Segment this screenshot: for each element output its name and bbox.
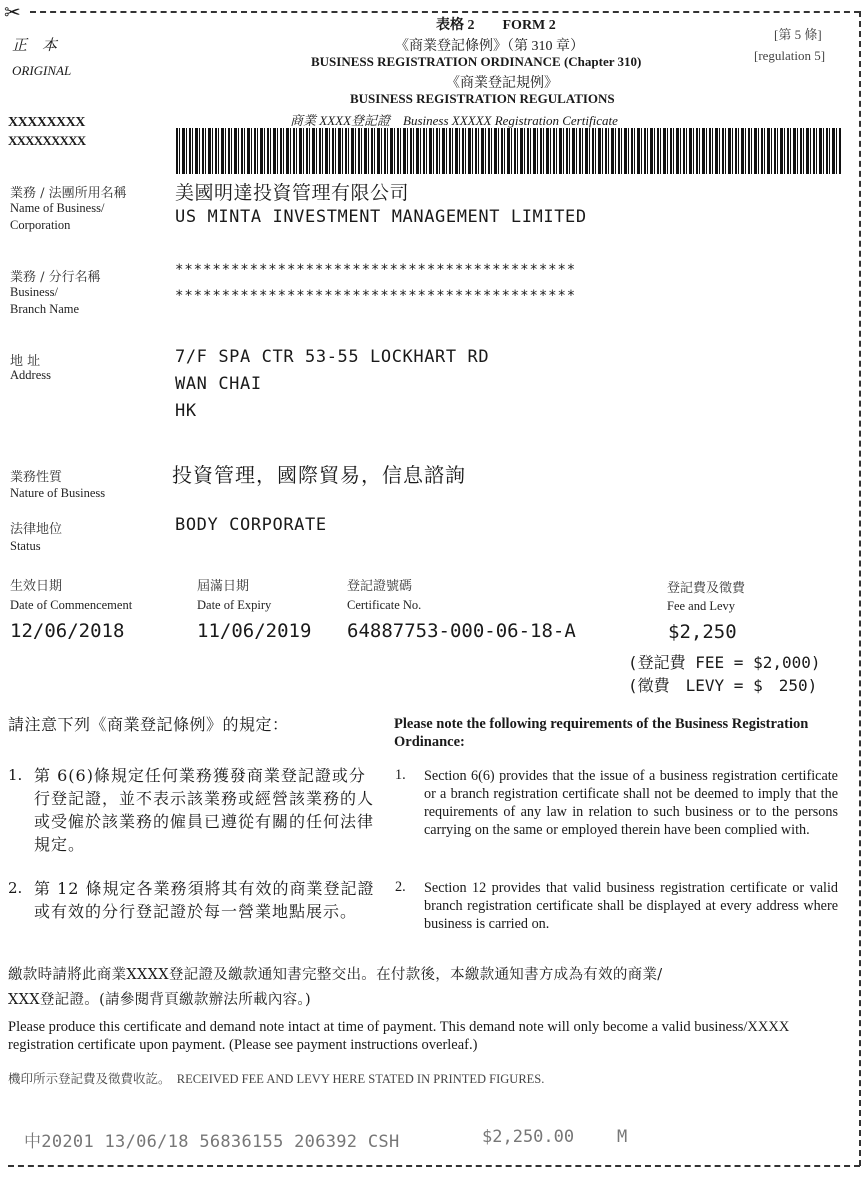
scissors-icon: ✂ <box>4 0 21 24</box>
right-cut-line <box>859 11 861 1166</box>
status-label-en: Status <box>10 539 41 553</box>
status-value: BODY CORPORATE <box>175 515 327 535</box>
fee-label-cn: 登記費及徵費 <box>667 581 746 596</box>
address-line-3: HK <box>175 401 197 421</box>
received-note: 機印所示登記費及徵費收訖。 RECEIVED FEE AND LEVY HERE STATED IN PRINTED FIGURES. <box>8 1072 545 1086</box>
business-name-en: US MINTA INVESTMENT MANAGEMENT LIMITED <box>175 207 587 227</box>
redacted-id-2: XXXXXXXXX <box>8 133 86 148</box>
branch-label-en-2: Branch Name <box>10 302 80 316</box>
fee-total: $2,250 <box>668 621 737 643</box>
ordinance-en: BUSINESS REGISTRATION ORDINANCE (Chapter 310) <box>311 54 642 69</box>
en-item-1-number: 1. <box>395 767 406 783</box>
branch-name-line-2: ******************************************* <box>175 288 577 304</box>
notes-heading-en: Please note the following requirements of the Business Registration Ordinance: <box>394 716 809 750</box>
expiry-date: 11/06/2019 <box>197 620 312 642</box>
en-item-2-number: 2. <box>395 879 406 895</box>
expiry-label-en: Date of Expiry <box>197 598 272 612</box>
branch-label-cn: 業務 / 分行名稱 <box>10 270 101 285</box>
branch-label-en-1: Business/ <box>10 285 58 299</box>
payment-stamp-code: M <box>617 1127 628 1147</box>
commence-label-cn: 生效日期 <box>10 579 63 594</box>
address-line-2: WAN CHAI <box>175 374 262 394</box>
name-label-en-1: Name of Business/ <box>10 201 105 215</box>
top-cut-line <box>30 11 860 13</box>
regulation-ref-cn: [第 5 條] <box>774 27 822 42</box>
branch-name-line-1: ******************************************* <box>175 262 577 278</box>
name-label-cn: 業務 / 法團所用名稱 <box>10 186 127 201</box>
address-label-en: Address <box>10 368 51 382</box>
notes-heading-cn: 請注意下列《商業登記條例》的規定： <box>8 715 289 734</box>
address-line-1: 7/F SPA CTR 53-55 LOCKHART RD <box>175 347 490 367</box>
fee-label-en: Fee and Levy <box>667 599 736 613</box>
levy-breakdown: (徵費 LEVY = $ 250) <box>628 676 818 695</box>
regulation-ref-en: [regulation 5] <box>754 48 826 63</box>
copy-label-cn: 正 本 <box>12 38 58 54</box>
commence-label-en: Date of Commencement <box>10 598 133 612</box>
commence-date: 12/06/2018 <box>10 620 125 642</box>
certificate-title: 商業 XXXX登記證 Business XXXXX Registration Certificate <box>290 113 618 128</box>
payment-cn-line-2: XXX登記證。(請參閱背頁繳款辦法所載內容。) <box>8 992 311 1008</box>
cn-item-1-number: 1. <box>8 766 23 784</box>
certno-label-cn: 登記證號碼 <box>347 579 413 594</box>
certificate-number: 64887753-000-06-18-A <box>347 620 576 642</box>
nature-label-en: Nature of Business <box>10 486 106 500</box>
expiry-label-cn: 屆滿日期 <box>197 579 250 594</box>
cn-item-2-number: 2. <box>8 879 23 897</box>
copy-label-en: ORIGINAL <box>12 63 72 78</box>
regulations-cn: 《商業登記規例》 <box>446 76 558 91</box>
en-item-2: Section 12 provides that valid business registration certificate or valid branch registration certificate shall be displayed at every address where business is carried on. <box>424 880 838 932</box>
barcode <box>176 128 841 174</box>
payment-stamp-ref: 中20201 13/06/18 56836155 206392 CSH <box>24 1132 400 1152</box>
address-label-cn: 地 址 <box>10 354 41 369</box>
fee-breakdown: (登記費 FEE = $2,000) <box>628 653 821 672</box>
payment-cn-line-1: 繳款時請將此商業XXXX登記證及繳款通知書完整交出。在付款後，本繳款通知書方成為有效的商業/ <box>8 967 663 983</box>
en-item-1: Section 6(6) provides that the issue of a business registration certificate or a branch registration certificate shall not be deemed to imply that the requirements of any law in relation to such business or to the persons carrying on the same or employed therein have been complied with. <box>424 768 838 838</box>
form-number: 表格 2 FORM 2 <box>436 18 556 33</box>
redacted-id-1: XXXXXXXX <box>8 115 85 130</box>
nature-value: 投資管理，國際貿易，信息諮詢 <box>172 463 466 487</box>
cn-item-2: 第 12 條規定各業務須將其有效的商業登記證或有效的分行登記證於每一營業地點展示。 <box>34 879 375 921</box>
certno-label-en: Certificate No. <box>347 598 422 612</box>
name-label-en-2: Corporation <box>10 218 71 232</box>
ordinance-cn: 《商業登記條例》（第 310 章） <box>395 39 584 54</box>
status-label-cn: 法律地位 <box>10 522 63 537</box>
payment-en: Please produce this certificate and demand note intact at time of payment. This demand note will only become a valid business/XXXX registration certificate upon payment. (Please see payment instructions overleaf.) <box>8 1019 790 1053</box>
regulations-en: BUSINESS REGISTRATION REGULATIONS <box>350 91 615 106</box>
business-name-cn: 美國明達投資管理有限公司 <box>175 182 410 204</box>
bottom-cut-line <box>8 1165 860 1167</box>
payment-stamp-amount: $2,250.00 <box>482 1127 575 1147</box>
nature-label-cn: 業務性質 <box>10 470 63 485</box>
cn-item-1: 第 6(6)條規定任何業務獲發商業登記證或分行登記證，並不表示該業務或經營該業務的人或受僱於該業務的僱員已遵從有關的任何法律規定。 <box>34 766 375 854</box>
